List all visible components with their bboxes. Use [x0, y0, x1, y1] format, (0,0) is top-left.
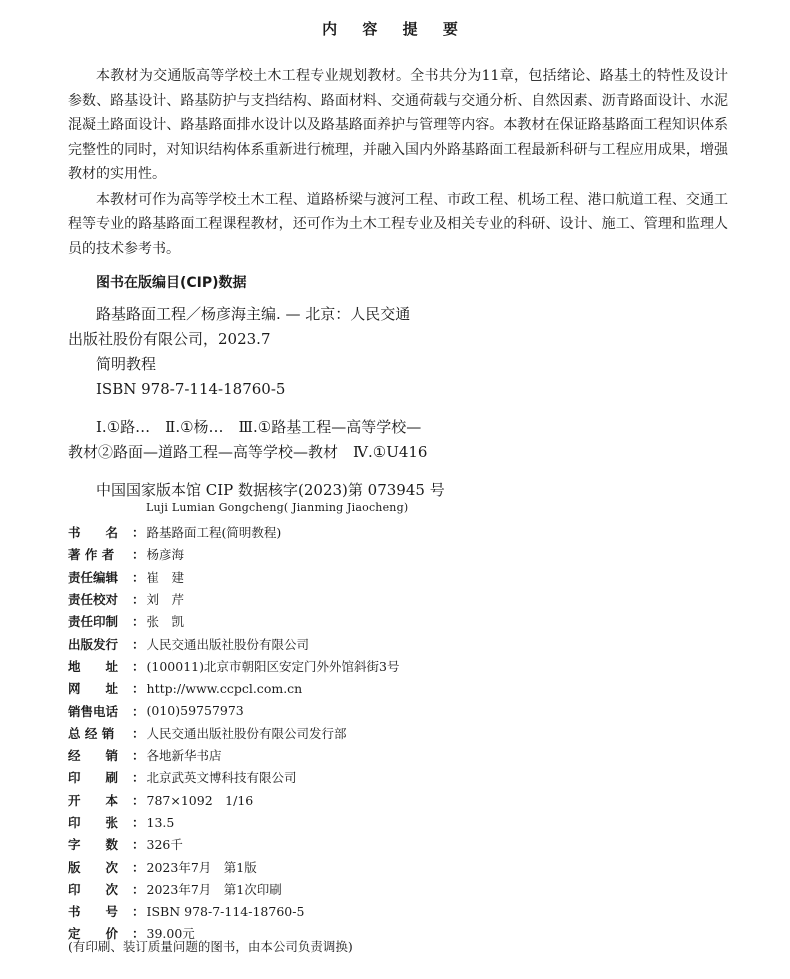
cip-record-number: 中国国家版本馆 CIP 数据核字(2023)第 073945 号: [96, 481, 445, 499]
colophon-row: 销售电话 ： (010)59757973: [68, 703, 244, 719]
cip-publisher-line: 出版社股份有限公司，2023.7: [68, 330, 271, 348]
colophon-row: 开 本 ： 787×1092 1/16: [68, 792, 254, 808]
colophon-label: 印 张: [68, 815, 119, 830]
colophon-row: 字 数 ： 326千: [68, 837, 183, 853]
colophon-row: 责任校对 ： 刘 芹: [68, 592, 185, 608]
colophon-label: 总 经 销: [68, 725, 115, 741]
colophon-row: 责任印制 ： 张 凯: [68, 614, 185, 630]
colophon-label: 开 本: [68, 792, 119, 808]
colophon-row: 经 销 ： 各地新华书店: [68, 748, 222, 764]
colophon-value: 张 凯: [146, 614, 185, 630]
summary-paragraph-1: 本教材为交通版高等学校土木工程专业规划教材。全书共分为11章，包括绪论、路基土的特性及设计参数、路基设计、路基防护与支挡结构、路面材料、交通荷载与交通分析、自然因素、沥青路面设计、水泥混凝土路面设计、路基路面排水设计以及路基路面养护与管理等内容。本教材在保证路基路面工程知识体系完整性的同时，对知识结构体系重新进行梳理，并融入国内外路基路面工程最新科研与工程应用成果，增强教材的实用性。: [68, 68, 728, 182]
colophon-row: 定 价 ： 39.00元: [68, 926, 195, 942]
colophon-label: 书 名: [68, 525, 119, 541]
colophon-label: 字 数: [68, 837, 119, 853]
colophon-value: 2023年7月 第1次印刷: [146, 881, 282, 897]
colophon-value: 崔 建: [146, 569, 185, 585]
cip-series-line: 简明教程: [96, 355, 157, 373]
colophon: [68, 521, 488, 945]
colophon-row: 印 次 ： 2023年7月 第1次印刷: [68, 881, 282, 897]
summary-paragraph-2: 本教材可作为高等学校土木工程、道路桥梁与渡河工程、市政工程、机场工程、港口航道工程、交通工程等专业的路基路面工程课程教材，还可作为土木工程专业及相关专业的科研、设计、施工、管理和监理人员的技术参考书。: [68, 191, 728, 257]
colophon-label: 责任印制: [68, 614, 119, 630]
colophon-value: 39.00元: [146, 926, 195, 942]
cip-subject-line: Ⅰ.①路… Ⅱ.①杨… Ⅲ.①路基工程—高等学校—: [96, 418, 422, 436]
colophon-value: 13.5: [146, 814, 175, 830]
colophon-label: 定 价: [68, 926, 119, 942]
colophon-row: 著 作 者 ： 杨彦海: [68, 547, 185, 563]
colophon-label: 经 销: [68, 748, 119, 764]
colophon-row: 地 址 ： (100011)北京市朝阳区安定门外外馆斜街3号: [68, 658, 400, 674]
colophon-label: 责任编辑: [68, 569, 119, 585]
colophon-value: 人民交通出版社股份有限公司: [146, 636, 310, 652]
colophon-label: 书 号: [68, 904, 119, 920]
page-title: 内 容 提 要: [322, 20, 468, 38]
colophon-value: 各地新华书店: [146, 748, 222, 764]
colophon-row: 印 张 ： 13.5: [68, 814, 175, 830]
cip-subject-cont-line: 教材②路面—道路工程—高等学校—教材 Ⅳ.①U416: [68, 443, 428, 461]
colophon-value: http://www.ccpcl.com.cn: [146, 680, 303, 696]
colophon-value: (010)59757973: [146, 703, 244, 719]
content-summary: [68, 64, 728, 261]
colophon-row: 书 号 ： ISBN 978-7-114-18760-5: [68, 903, 305, 920]
colophon-label: 网 址: [68, 681, 119, 697]
cip-data-block: [68, 302, 566, 503]
colophon-value: 787×1092 1/16: [146, 792, 254, 808]
colophon-label: 出版发行: [68, 636, 119, 652]
colophon-row: 出版发行 ： 人民交通出版社股份有限公司: [68, 636, 310, 652]
colophon-value: 人民交通出版社股份有限公司发行部: [146, 725, 347, 741]
colophon-label: 印 次: [68, 881, 119, 897]
pinyin-title: Luji Lumian Gongcheng( Jianming Jiaocheng): [146, 501, 409, 514]
colophon-value: 刘 芹: [146, 592, 185, 608]
colophon-row: 印 刷 ： 北京武英文博科技有限公司: [68, 770, 297, 786]
colophon-label: 印 刷: [68, 770, 119, 786]
colophon-value: (100011)北京市朝阳区安定门外外馆斜街3号: [146, 658, 400, 674]
colophon-row: 书 名 ： 路基路面工程(简明教程): [68, 525, 282, 541]
colophon-label: 著 作 者: [68, 547, 115, 563]
colophon-row: 网 址 ： http://www.ccpcl.com.cn: [68, 680, 303, 697]
quality-notice: (有印刷、装订质量问题的图书，由本公司负责调换): [68, 939, 353, 954]
cip-isbn-line: ISBN 978-7-114-18760-5: [96, 380, 286, 398]
colophon-value: 杨彦海: [146, 547, 185, 563]
colophon-row: 责任编辑 ： 崔 建: [68, 569, 185, 585]
colophon-value: 路基路面工程(简明教程): [146, 525, 282, 541]
colophon-label: 地 址: [68, 658, 119, 674]
cip-heading: 图书在版编目(CIP)数据: [96, 275, 247, 291]
colophon-value: ISBN 978-7-114-18760-5: [146, 903, 305, 919]
colophon-value: 2023年7月 第1版: [146, 859, 257, 875]
colophon-label: 责任校对: [68, 592, 119, 608]
cip-title-line: 路基路面工程／杨彦海主编. — 北京：人民交通: [96, 305, 411, 323]
colophon-value: 326千: [146, 837, 183, 853]
colophon-row: 版 次 ： 2023年7月 第1版: [68, 859, 257, 875]
colophon-value: 北京武英文博科技有限公司: [146, 770, 297, 786]
colophon-row: 总 经 销 ： 人民交通出版社股份有限公司发行部: [68, 725, 347, 741]
colophon-label: 版 次: [68, 859, 119, 875]
colophon-label: 销售电话: [68, 703, 119, 719]
